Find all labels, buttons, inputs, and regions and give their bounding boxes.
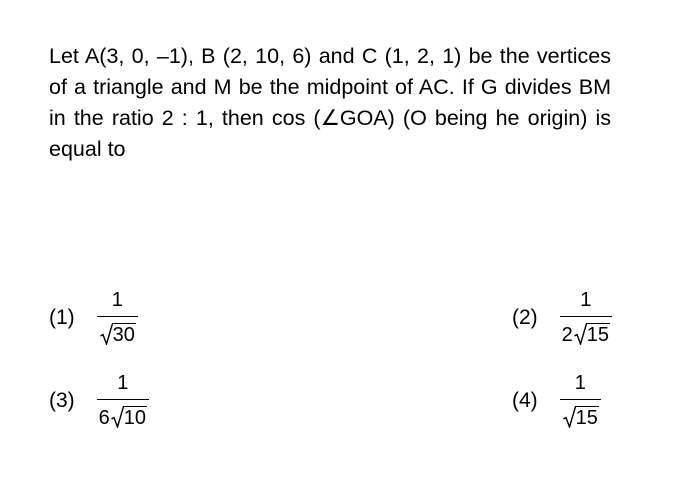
fraction [97,290,138,345]
coefficient: 6 [98,407,110,429]
option-label: (2) [512,305,538,329]
question-text: Let A(3, 0, –1), B (2, 10, 6) and C (1, 2, 1) be the vertices of a triangle and M be the midpoint of AC. If G divides BM in the ratio 2 : 1, then cos (∠GOA) (O being he origin) is equal to [49,44,611,161]
option-1 [49,290,138,345]
radicand: 15 [575,407,598,429]
fraction-denominator [97,316,138,345]
fraction-denominator [560,316,612,345]
option-label: (4) [512,388,538,412]
radicand: 30 [112,324,135,346]
option-label: (3) [49,388,75,412]
square-root [574,323,610,345]
square-root [100,323,136,345]
fraction-numerator: 1 [111,289,123,311]
fraction-numerator: 1 [117,372,129,394]
square-root [563,406,599,428]
fraction-numerator: 1 [580,289,592,311]
fraction-denominator [560,399,601,428]
option-2 [512,290,612,345]
radicand: 10 [123,407,147,429]
option-label: (1) [49,305,75,329]
fraction [97,373,149,428]
fraction-numerator: 1 [574,372,586,394]
option-4 [512,373,601,428]
radicand: 15 [586,324,610,346]
option-3 [49,373,149,428]
fraction-denominator [97,399,149,428]
fraction [560,290,612,345]
fraction [560,373,601,428]
square-root [111,406,147,428]
coefficient: 2 [561,324,573,346]
